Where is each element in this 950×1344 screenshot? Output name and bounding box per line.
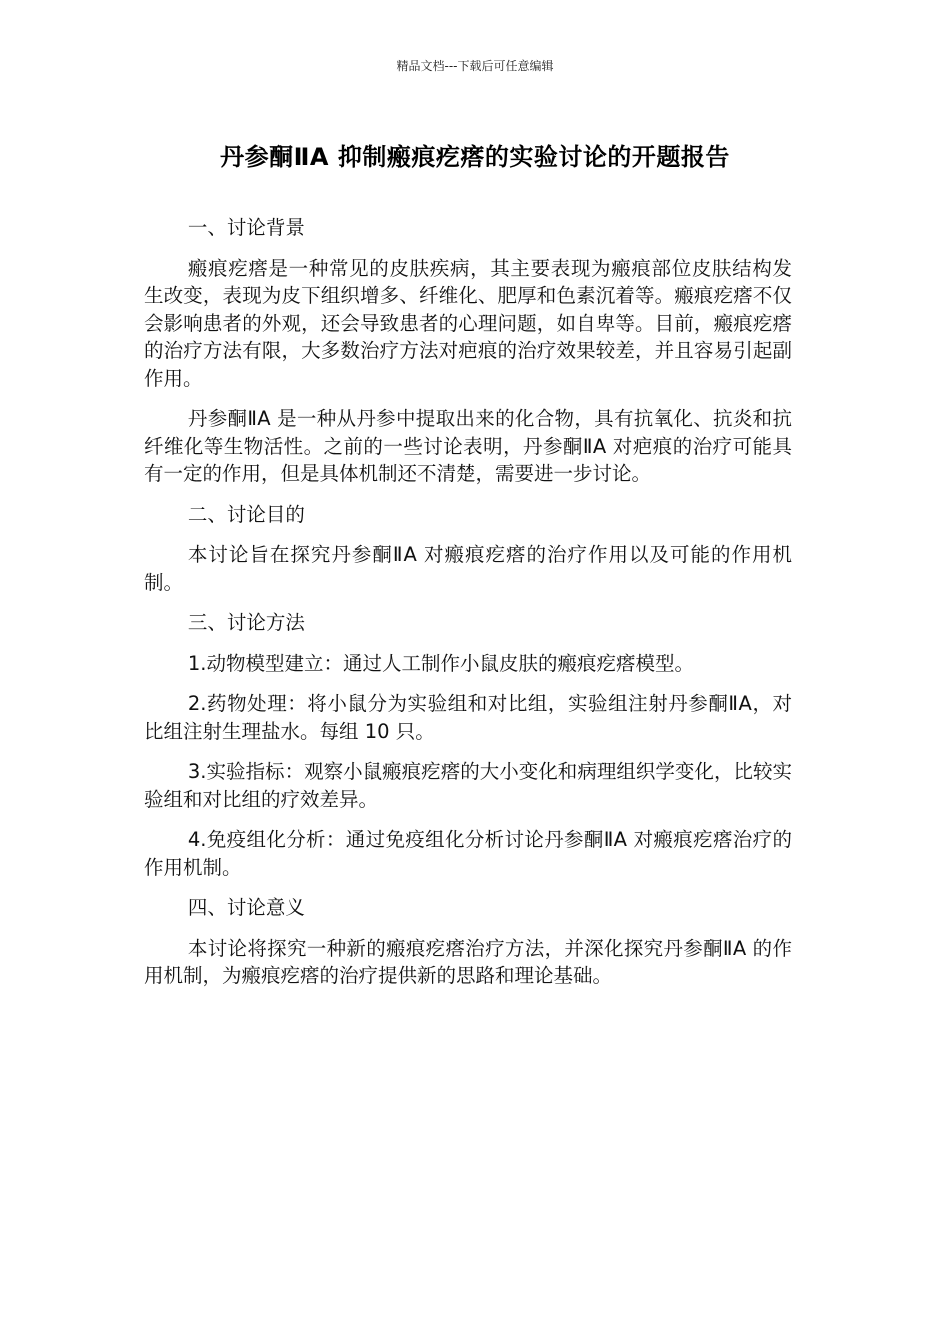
document-title: 丹参酮ⅡA 抑制瘢痕疙瘩的实验讨论的开题报告 [220,143,730,171]
section-heading-methods: 三、讨论方法 [187,611,305,634]
document-body [144,214,792,1003]
section-heading-significance: 四、讨论意义 [187,896,305,919]
paragraph: 本讨论将探究一种新的瘢痕疙瘩治疗方法，并深化探究丹参酮ⅡA 的作用机制，为瘢痕疙瘩的治疗提供新的思路和理论基础。 [144,936,792,987]
method-item: 3.实验指标：观察小鼠瘢痕疙瘩的大小变化和病理组织学变化，比较实验组和对比组的疗效差异。 [144,760,792,811]
paragraph: 瘢痕疙瘩是一种常见的皮肤疾病，其主要表现为瘢痕部位皮肤结构发生改变，表现为皮下组织增多、纤维化、肥厚和色素沉着等。瘢痕疙瘩不仅会影响患者的外观，还会导致患者的心理问题，如自卑等。目前，瘢痕疙瘩的治疗方法有限，大多数治疗方法对疤痕的治疗效果较差，并且容易引起副作用。 [144,256,792,390]
paragraph: 丹参酮ⅡA 是一种从丹参中提取出来的化合物，具有抗氧化、抗炎和抗纤维化等生物活性。之前的一些讨论表明，丹参酮ⅡA 对疤痕的治疗可能具有一定的作用，但是具体机制还不清楚，需要进一步讨论。 [144,407,792,485]
method-item: 2.药物处理：将小鼠分为实验组和对比组，实验组注射丹参酮ⅡA，对比组注射生理盐水。每组 10 只。 [144,692,792,743]
paragraph: 本讨论旨在探究丹参酮ⅡA 对瘢痕疙瘩的治疗作用以及可能的作用机制。 [144,543,792,594]
section-heading-purpose: 二、讨论目的 [187,502,305,526]
section-heading-background: 一、讨论背景 [187,216,305,239]
header-note: 精品文档---下载后可任意编辑 [396,59,554,73]
method-item: 1.动物模型建立：通过人工制作小鼠皮肤的瘢痕疙瘩模型。 [187,651,694,675]
method-item: 4.免疫组化分析：通过免疫组化分析讨论丹参酮ⅡA 对瘢痕疙瘩治疗的作用机制。 [144,828,792,879]
